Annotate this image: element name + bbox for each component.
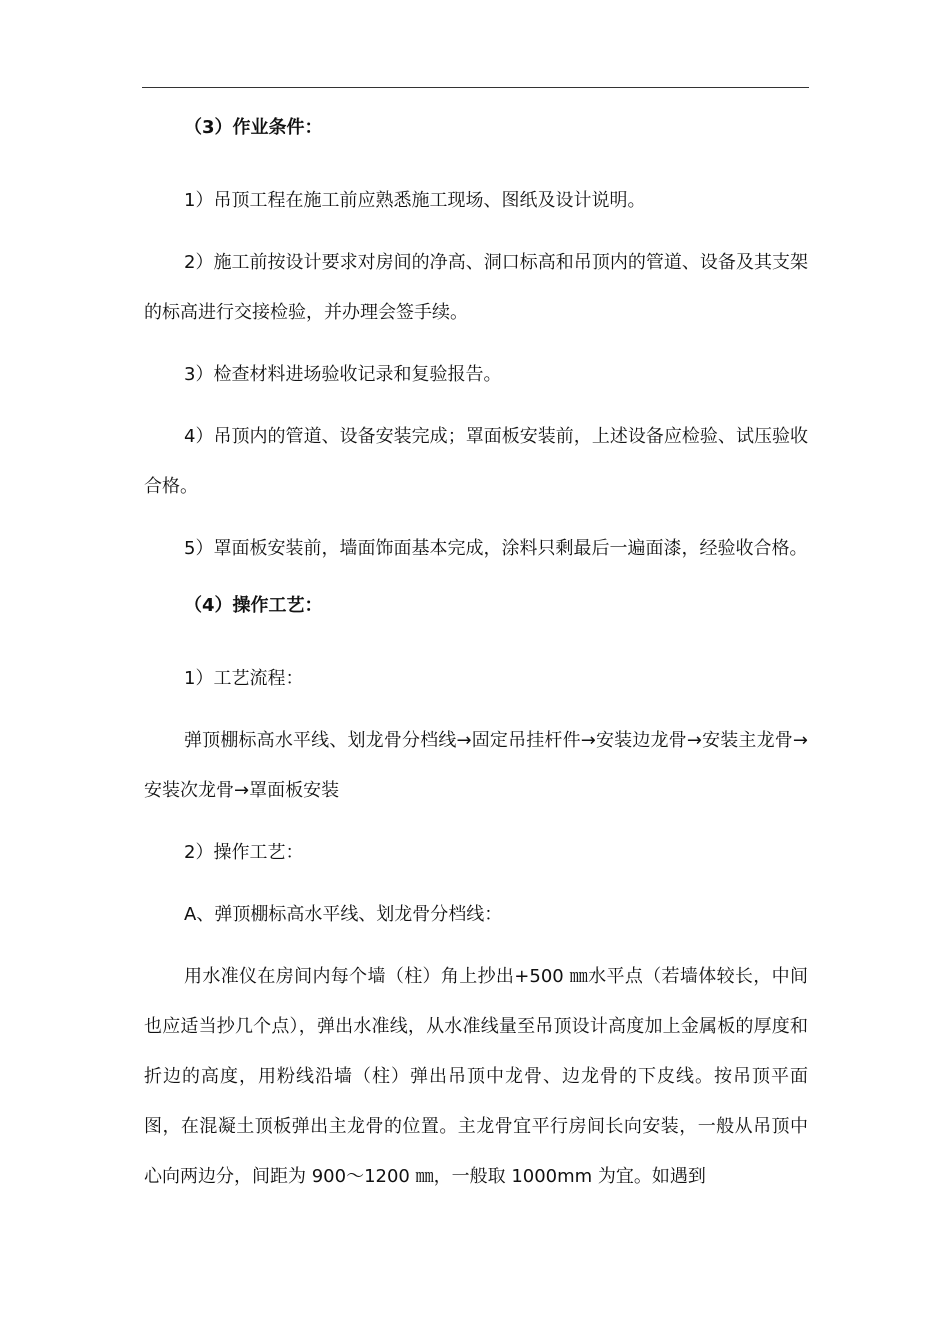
paragraph: 4）吊顶内的管道、设备安装完成；罩面板安装前，上述设备应检验、试压验收合格。 (144, 426, 808, 497)
paragraph: 弹顶棚标高水平线、划龙骨分档线→固定吊挂杆件→安装边龙骨→安装主龙骨→安装次龙骨→罩面板安装 (144, 730, 808, 801)
paragraph: 用水准仪在房间内每个墙（柱）角上抄出+500 ㎜水平点（若墙体较长，中间也应适当抄几个点），弹出水准线，从水准线量至吊顶设计高度加上金属板的厚度和折边的高度，用粉线沿墙（柱）弹出吊顶中龙骨、边龙骨的下皮线。按吊顶平面图，在混凝土顶板弹出主龙骨的位置。主龙骨宜平行房间长向安装，一般从吊顶中心向两边分，间距为 900～1200 ㎜，一般取 1000mm 为宜。如遇到 (144, 966, 808, 1187)
paragraph: 1）吊顶工程在施工前应熟悉施工现场、图纸及设计说明。 (184, 190, 646, 211)
paragraph: 1）工艺流程： (184, 668, 304, 689)
paragraph: 5）罩面板安装前，墙面饰面基本完成，涂料只剩最后一遍面漆，经验收合格。 (184, 538, 808, 559)
document-body (144, 108, 808, 1202)
section-heading-operation-process: （4）操作工艺： (184, 595, 323, 616)
paragraph: 2）操作工艺： (184, 842, 304, 863)
paragraph: 3）检查材料进场验收记录和复验报告。 (184, 364, 502, 385)
section-heading-work-conditions: （3）作业条件： (184, 117, 323, 138)
paragraph: 2）施工前按设计要求对房间的净高、洞口标高和吊顶内的管道、设备及其支架的标高进行交接检验，并办理会签手续。 (144, 252, 808, 323)
paragraph: A、弹顶棚标高水平线、划龙骨分档线： (184, 904, 503, 925)
header-rule (142, 87, 809, 88)
